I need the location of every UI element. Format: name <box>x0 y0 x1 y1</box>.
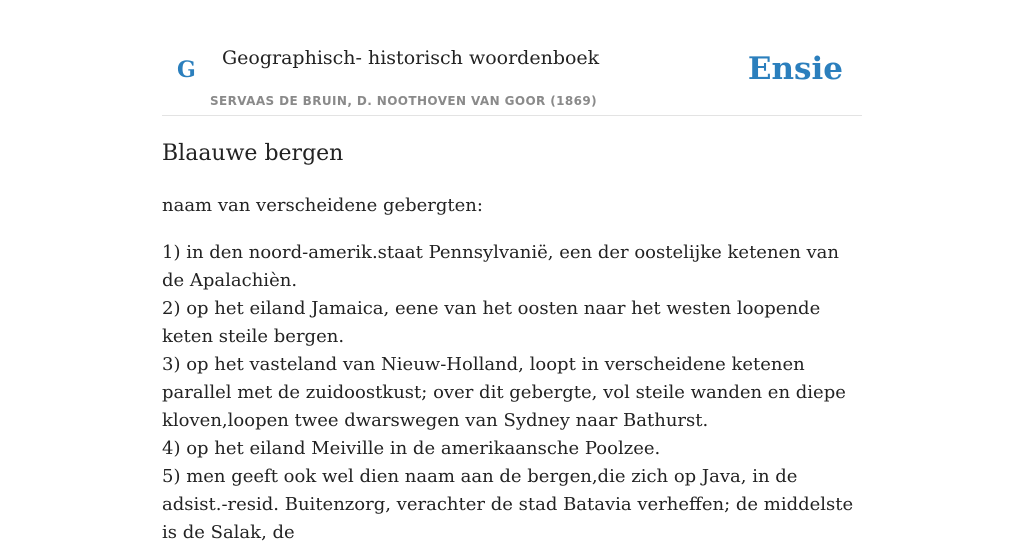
brand-logo[interactable]: Ensie <box>747 51 843 87</box>
entry-intro: naam van verscheidene gebergten: <box>162 195 483 216</box>
definition-list <box>162 239 862 547</box>
book-header <box>162 0 862 116</box>
entry-title: Blaauwe bergen <box>162 141 344 166</box>
definition-item: 2) op het eiland Jamaica, eene van het oosten naar het westen loopende keten steile bergen. <box>162 298 821 347</box>
book-author: SERVAAS DE BRUIN, D. NOOTHOVEN VAN GOOR (1869) <box>210 94 598 108</box>
definition-item: 1) in den noord-amerik.staat Pennsylvanië, een der oostelijke ketenen van de Apalachièn. <box>162 242 840 291</box>
definition-item: 3) op het vasteland van Nieuw-Holland, loopt in verscheidene ketenen parallel met de zuidoostkust; over dit gebergte, vol steile wanden en diepe kloven,loopen twee dwarswegen van Sydney naar Bathurst. <box>162 354 846 431</box>
book-logo-icon[interactable]: G <box>177 57 196 83</box>
page <box>162 0 862 543</box>
book-title[interactable]: Geographisch- historisch woordenboek <box>222 47 600 69</box>
definition-item: 5) men geeft ook wel dien naam aan de bergen,die zich op Java, in de adsist.-resid. Buitenzorg, verachter de stad Batavia verheffen; de middelste is de Salak, de <box>162 466 854 543</box>
definition-item: 4) op het eiland Meiville in de amerikaansche Poolzee. <box>162 438 661 459</box>
